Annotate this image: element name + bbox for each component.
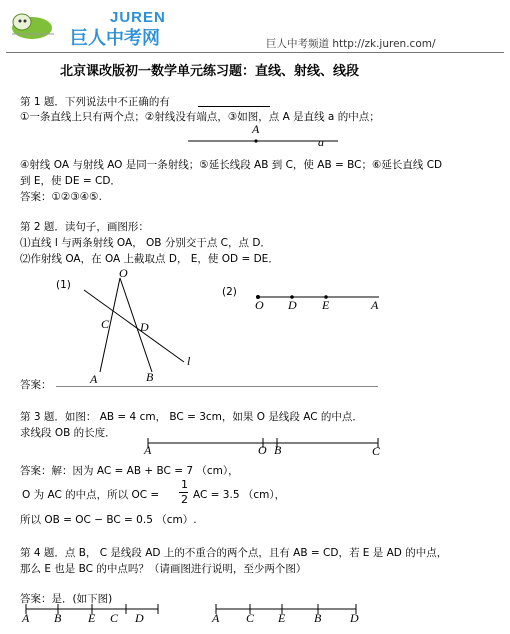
- q4-fig2-E: E: [278, 611, 286, 625]
- q4-line1: 那么 E 也是 BC 的中点吗？（请画图进行说明，至少两个图）: [20, 563, 307, 575]
- q2-answer: 答案：: [20, 379, 52, 391]
- q2-fig1-tag: (1): [56, 279, 71, 291]
- q3-ans2-pre: O 为 AC 的中点，所以 OC =: [22, 489, 160, 501]
- q3-frac-num: 1: [181, 478, 188, 491]
- q1-line2: ④射线 OA 与射线 AO 是同一条射线；⑤延长线段 AB 到 C，使 AB = BC；⑥延长直线 CD: [20, 159, 443, 171]
- q2-line1: ⑴直线 l 与两条射线 OA， OB 分别交于点 C，点 D．: [20, 237, 271, 249]
- q3-fig-B: B: [274, 443, 282, 457]
- logo-brand: JUREN: [110, 9, 166, 26]
- q4-stem: 第 4 题．点 B， C 是线段 AD 上的不重合的两个点，且有 AB = CD，若 E 是 AD 的中点，: [20, 547, 448, 559]
- q1-fig-line-a: a: [318, 135, 324, 149]
- q4-fig1-C: C: [110, 611, 119, 625]
- q1-answer-blank: [198, 106, 270, 107]
- q4-fig2-A: A: [212, 611, 220, 625]
- q2-fig1-B: B: [146, 370, 154, 384]
- q3-ans1: 答案：解：因为 AC = AB + BC = 7 （cm），: [20, 465, 239, 477]
- q4-fig1-B: B: [54, 611, 62, 625]
- q3-fig-C: C: [372, 444, 381, 458]
- q2-fig1-D: D: [140, 320, 149, 334]
- q1-figure: [188, 131, 348, 151]
- q4-fig2-D: D: [350, 611, 359, 625]
- q3-ans2-post: AC = 3.5 （cm），: [193, 489, 286, 501]
- q1-line3: 到 E，使 DE = CD．: [20, 175, 121, 187]
- q2-figure2: [254, 292, 384, 302]
- q2-fig1-A: A: [90, 372, 98, 386]
- q3-frac-den: 2: [181, 493, 188, 506]
- q3-stem: 第 3 题．如图： AB = 4 cm， BC = 3cm，如果 O 是线段 AC 的中点．: [20, 411, 363, 423]
- header-rule: [6, 52, 504, 53]
- q2-fig1-O: O: [119, 266, 128, 280]
- q2-fig1-C: C: [101, 317, 110, 331]
- logo-cn: 巨人中考网: [70, 28, 160, 49]
- q4-figure2: [212, 603, 362, 615]
- q3-ans3: 所以 OB = OC − BC = 0.5 （cm）.: [20, 514, 197, 526]
- q4-answer: 答案：是．(如下图): [20, 593, 113, 605]
- q2-line2: ⑵作射线 OA，在 OA 上截取点 D， E，使 OD = DE．: [20, 253, 279, 265]
- q1-stem: 第 1 题．下列说法中不正确的有: [20, 96, 170, 108]
- q2-fig2-tag: (2): [222, 286, 237, 298]
- q3-line1: 求线段 OB 的长度．: [20, 427, 116, 439]
- channel-link[interactable]: 巨人中考频道 http://zk.juren.com/: [266, 38, 436, 50]
- q2-fig2-A: A: [371, 298, 379, 312]
- q1-answer: 答案：①②③④⑤.: [20, 191, 102, 203]
- q4-fig1-A: A: [22, 611, 30, 625]
- q4-fig1-E: E: [88, 611, 96, 625]
- q2-fig1-l: l: [187, 354, 191, 368]
- q4-fig2-B: B: [314, 611, 322, 625]
- mascot-logo-icon: [6, 4, 66, 44]
- q1-line1: ①一条直线上只有两个点；②射线没有端点，③如图，点 A 是直线 a 的中点；: [20, 111, 380, 123]
- q2-fig2-D: D: [288, 298, 297, 312]
- q3-fig-A: A: [144, 443, 152, 457]
- q1-fig-point-A: A: [252, 122, 260, 136]
- page-title: 北京课改版初一数学单元练习题：直线、射线、线段: [60, 64, 360, 79]
- q4-fig2-C: C: [246, 611, 255, 625]
- q2-fig2-E: E: [322, 298, 330, 312]
- q2-fig2-O: O: [255, 298, 264, 312]
- q3-fig-O: O: [258, 443, 267, 457]
- q4-fig1-D: D: [135, 611, 144, 625]
- q2-stem: 第 2 题．读句子，画图形：: [20, 221, 149, 233]
- q2-answer-rule: [56, 386, 378, 387]
